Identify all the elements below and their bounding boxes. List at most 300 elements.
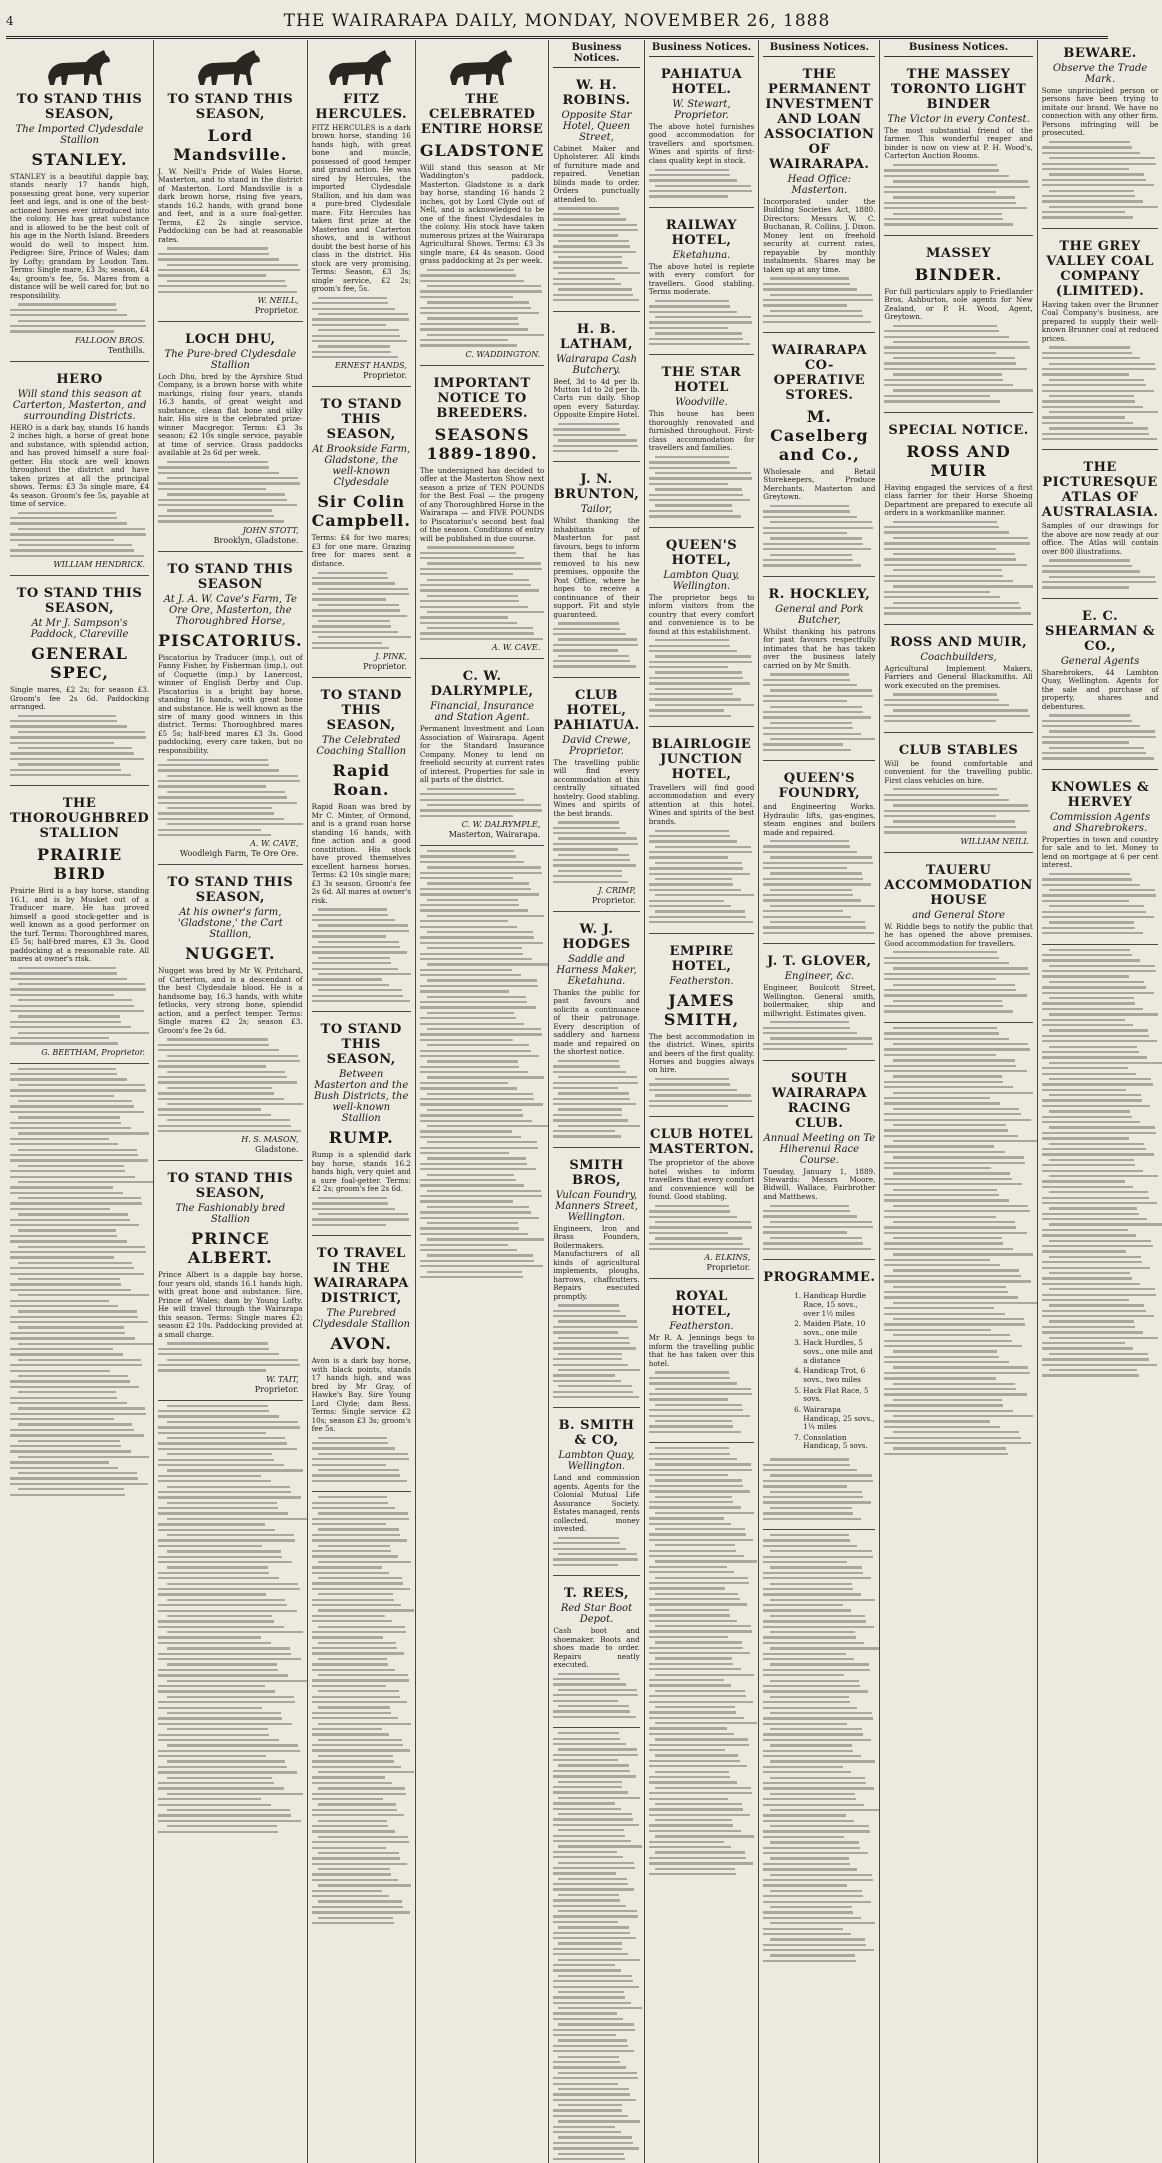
ad-title: QUEEN'S HOTEL, (665, 537, 738, 568)
advertisement (158, 556, 302, 866)
filler-text-lines (649, 1205, 755, 1250)
filler-text-lines (553, 1304, 639, 1398)
advertisement (553, 1412, 639, 1576)
advertisement (553, 72, 639, 312)
advertisement (884, 240, 1032, 413)
ad-headline: GENERAL SPEC, (31, 644, 128, 683)
ad-body-text: Having taken over the Brunner Coal Company's business, are prepared to supply their well-known Brunner coal at reduced prices. (1041, 299, 1159, 343)
ad-subtitle: The Celebrated Coaching Stallion (316, 735, 407, 758)
ad-title: J. N. BRUNTON, (553, 472, 640, 503)
ad-title: THE MASSEY TORONTO LIGHT BINDER (890, 67, 1027, 112)
ad-title: TO STAND THIS SEASON, (320, 397, 402, 443)
ad-body-text: The travelling public will find every accommodation at this centrally situated hostelry. Good stabling. Wines and spirits of the best brands. (553, 757, 640, 818)
ad-body-text: HERO is a dark bay, stands 16 hands 2 inches high, a horse of great bone and substance, with splendid action, and has proved himself a sure foal-getter. His stock are well known throughout the district and have taken prizes at all the principal shows. Terms: £3 3s single mare, £4 4s season. Groom's fee 5s, payable at time of service. (10, 422, 150, 509)
ad-body-text: Mr R. A. Jennings begs to inform the travelling public that he has taken over this hotel. (648, 1333, 755, 1368)
ad-title: W. H. ROBINS. (562, 78, 631, 108)
horse-engraving (442, 47, 522, 89)
filler-text-lines (553, 423, 639, 452)
advertisement (884, 857, 1032, 1023)
advertisement (649, 61, 755, 208)
advertisement (158, 40, 302, 322)
ad-title: PROGRAMME. (763, 1270, 876, 1286)
advertisement (649, 1121, 755, 1279)
horse-engraving (40, 47, 120, 89)
ad-title: THE PERMANENT INVESTMENT AND LOAN ASSOCIATION OF WAIRARAPA. (764, 67, 875, 172)
ad-body-text: and Engineering Works. Hydraulic lifts, gas-engines, steam engines and boilers made and repaired. (763, 802, 876, 837)
ad-body-text: J. W. Neill's Pride of Wales Horse, Masterton, and to stand in the district of Masterton. Lord Mandsville is a dark brown horse, rising five years, stands 16.2 hands, with grand bone and feet, and is a sure foal-getter. Terms, £2 2s single service. Paddocking can be had at reasonable rates. (158, 167, 303, 244)
filler-text-lines (884, 1027, 1032, 1455)
column (6, 40, 153, 2163)
programme-item: 7. Consolation Handicap, 5 sovs. (803, 1434, 875, 1451)
column (879, 40, 1036, 2163)
ad-subtitle: At Mr J. Sampson's Paddock, Clareville (30, 618, 129, 641)
ad-body-text: The undersigned has decided to offer at the Masterton Show next season a prize of TEN POUNDS for the Best Foal — the progeny of any Thoroughbred Horse in the Wairarapa — and FIVE POUNDS to Piscatorius's second best foal of the season. Conditions of entry will be published in due course. (419, 465, 545, 543)
advertisement (553, 916, 639, 1148)
filler-text-lines (553, 1673, 639, 1718)
ad-subtitle: Featherston. (669, 1321, 734, 1333)
ad-title: ROYAL HOTEL, (671, 1289, 732, 1320)
filler-text-lines (763, 1534, 875, 1962)
ad-signature: J. CRIMP, (598, 885, 636, 895)
advertisement (884, 737, 1032, 853)
filler-text-lines (649, 1447, 755, 1875)
ad-signature: C. WADDINGTON. (465, 349, 541, 359)
advertisement (312, 40, 411, 387)
ad-subtitle: The Victor in every Contest. (887, 114, 1030, 125)
ad-subtitle: Tailor, (580, 504, 613, 516)
ad-headline: RUMP. (328, 1128, 394, 1148)
ad-subtitle: Engineer, &c. (784, 971, 855, 983)
filler-text-lines (884, 788, 1032, 833)
filler-text-lines (763, 1021, 875, 1050)
ad-title: THE PICTURESQUE ATLAS OF AUSTRALASIA. (1041, 460, 1159, 521)
ad-subtitle: Between Masterton and the Bush Districts, the well-known Stallion (314, 1069, 409, 1125)
ad-subtitle: Lambton Quay, Wellington. (663, 569, 740, 592)
ad-signature-place: Proprietor. (363, 662, 407, 672)
column-grid (6, 40, 1159, 2054)
ad-body-text: Engineers, Iron and Brass Founders, Boilermakers. Manufacturers of all kinds of agricultural implements, ploughs, harrows, chaffcutters. Repairs executed promptly. (553, 1223, 640, 1301)
advertisement (763, 581, 875, 761)
ad-subtitle: General Agents (1060, 655, 1140, 667)
advertisement (649, 212, 755, 356)
filler-text-lines (312, 1197, 411, 1226)
ad-subtitle: Featherston. (669, 975, 734, 987)
ad-signature: W. NEILL, (257, 295, 299, 305)
ad-title: TO TRAVEL IN THE WAIRARAPA DISTRICT, (313, 1246, 409, 1307)
advertisement (10, 790, 149, 1063)
filler-text-lines (10, 512, 149, 557)
filler-text-lines (649, 456, 755, 518)
ad-subtitle: The Pure-bred Clydesdale Stallion (164, 348, 297, 371)
ad-body-text: Prairie Bird is a bay horse, standing 16.1, and is by Musket out of a Traducer mare. He has proved himself a good stock-getter and is well known as a good performer on the turf. Terms: Thoroughbred mares, £5 5s; half-bred mares, £3 3s. Good paddocking at a reasonable rate. All mares at owner's risk. (10, 886, 150, 964)
ad-subtitle: The Fashionably bred Stallion (175, 1203, 286, 1226)
ad-body-text: Whilst thanking the inhabitants of Masterton for past favours, begs to inform them that he has removed to his new premises, opposite the Post Office, where he hopes to receive a continuance of their support. Fit and style guaranteed. (553, 516, 640, 619)
ad-subtitle: Commission Agents and Sharebrokers. (1050, 811, 1151, 834)
ad-title: THE CELEBRATED ENTIRE HORSE (420, 92, 544, 137)
ad-body-text: The above hotel furnishes good accommodation for travellers and sportsmen. Wines and spirits of first-class quality kept in stock. (648, 122, 755, 165)
programme-item: 3. Hack Hurdles, 5 sovs., one mile and a distance (803, 1339, 875, 1365)
advertisement (553, 682, 639, 912)
ad-signature-place: Gladstone. (255, 1145, 299, 1155)
ad-body-text: Will be found comfortable and convenient for the travelling public. First class vehicles on hire. (884, 758, 1033, 785)
ad-title: LOCH DHU, (185, 331, 276, 347)
ad-body-text: Wholesale and Retail Storekeepers, Produce Merchants. Masterton and Greytown. (763, 466, 876, 502)
ad-body-text: Terms: £4 for two mares; £3 for one mare. Grazing free for mares sent a distance. (311, 533, 411, 568)
ad-title: W. J. HODGES (562, 921, 631, 952)
filler-text-lines (553, 1060, 639, 1138)
filler-text-lines (884, 164, 1032, 226)
ad-signature: W. TAIT, (266, 1374, 299, 1384)
column (307, 40, 415, 2163)
ad-subtitle: The Imported Clydesdale Stallion (15, 124, 144, 146)
programme-item: 5. Hack Flat Race, 5 sovs. (803, 1387, 875, 1404)
ad-signature-place: Proprietor. (363, 371, 407, 381)
ad-title: H. B. LATHAM, (560, 321, 633, 352)
filler-text-lines (312, 297, 411, 359)
ad-headline: M. Caselberg and Co., (770, 406, 869, 464)
ad-title: HERO (56, 371, 103, 387)
ad-headline: GLADSTONE (419, 141, 545, 160)
ad-body-text: Whilst thanking his patrons for past favours respectfully intimates that he has taken over the business lately carried on by Mr Smith. (763, 626, 876, 670)
ad-title: T. REES, (563, 1586, 630, 1602)
filler-text-lines (1042, 141, 1159, 219)
ad-title: CLUB HOTEL, PAHIATUA. (553, 687, 640, 733)
ad-body-text: Rapid Roan was bred by Mr C. Minter, of Ormond, and is a grand roan horse standing 16 hands, with fine action and a good constitution. His stock have proved themselves excellent harness horses. Terms: £2 10s single mare; £3 3s season. Groom's fee 2s 6d. All mares at owner's risk. (311, 802, 411, 905)
ad-title: E. C. SHEARMAN & CO., (1045, 608, 1156, 654)
advertisement (553, 1152, 639, 1408)
ad-body-text: Sharebrokers, 44 Lambton Quay, Wellington. Agents for the sale and purchase of property, shares and debentures. (1041, 667, 1159, 711)
ad-subtitle: and General Store (912, 909, 1006, 921)
ad-headline: PRAIRIE BIRD (36, 845, 123, 884)
filler-text-lines (763, 673, 875, 751)
ad-title: TO STAND THIS SEASON, (320, 688, 402, 734)
ad-body-text: Land and commission agents. Agents for the Colonial Mutual Life Assurance Society. Estates managed, rents collected, money invested. (553, 1473, 640, 1534)
ad-body-text: The proprietor begs to inform visitors from the country that every comfort and convenience is to be found at this establishment. (648, 592, 755, 636)
column-heading: Business Notices. (649, 40, 755, 57)
ad-headline: NUGGET. (185, 944, 276, 964)
ad-headline: BINDER. (914, 264, 1003, 284)
ad-body-text: Tuesday, January 1, 1889. Stewards: Messrs Moore, Bidwill, Wallace, Fairbrother and Matthews. (763, 1166, 876, 1201)
filler-text-lines (10, 967, 149, 1045)
ad-subtitle: At J. A. W. Cave's Farm, Te Ore Ore, Masterton, the Thoroughbred Horse, (163, 593, 297, 627)
ad-title: TO STAND THIS SEASON, (16, 586, 143, 617)
advertisement (553, 1580, 639, 1728)
filler-text-lines (649, 830, 755, 924)
filler-text-lines (649, 169, 755, 198)
ad-body-text: W. Riddle begs to notify the public that he has opened the above premises. Good accommodation for travellers. (884, 921, 1033, 948)
ad-signature: G. BEETHAM, Proprietor. (41, 1047, 146, 1057)
filler-text-lines (763, 505, 875, 567)
ad-signature-place: Brooklyn, Gladstone. (213, 535, 299, 545)
horse-illustration (312, 47, 411, 89)
filler-text-lines (553, 207, 639, 301)
filler-text-lines (420, 850, 544, 1278)
ad-body-text: Some unprincipled person or persons have been trying to imitate our brand. We have no connection with any other firm. Persons infringing will be prosecuted. (1041, 86, 1159, 138)
ad-body-text: STANLEY is a beautiful dapple bay, stands nearly 17 hands high, possessing great bone, very superior feet and legs, and is one of the best-actioned horses ever introduced into the colony. He has great substance and is allowed to be the best colt of his age in the North Island. Breeders would do well to inspect him. Pedigree: Sire, Prince of Wales; dam by Lofty; grandam by Loudon Tam. Terms: Single mare, £3 3s; season, £4 4s; groom's fee, 5s. Mares from a distance will be well cared for, but no responsibility. (10, 172, 150, 300)
advertisement (158, 326, 302, 552)
programme-item: 4. Handicap Trot, 6 sovs., two miles (803, 1367, 875, 1384)
ad-signature: J. PINK, (375, 652, 407, 662)
ad-signature-place: Proprietor. (254, 305, 299, 315)
ad-title: CLUB STABLES (898, 742, 1019, 758)
ad-title: TO STAND THIS SEASON, (16, 92, 143, 122)
ad-body-text: Incorporated under the Building Societies Act, 1880. Directors: Messrs W. C. Buchanan, R. Collins, J. Dixon. Money lent on freehold security at current rates, repayable by monthly instalments. Shares may be taken up at any time. (763, 197, 876, 274)
advertisement (763, 948, 875, 1060)
ad-subtitle: Financial, Insurance and Station Agent. (430, 701, 535, 724)
ad-signature: WILLIAM NEILL (960, 836, 1029, 846)
advertisement (1042, 454, 1159, 598)
advertisement (420, 663, 544, 846)
column (758, 40, 879, 2163)
ad-body-text: Will stand this season at Mr Waddington's paddock, Masterton. Gladstone is a dark bay horse, standing 16 hands 2 inches, got by Lord Clyde out of Nell, and is acknowledged to be one of the finest Clydesdales in the colony. His stock have taken numerous prizes at the Wairarapa Agricultural Shows. Terms: £3 3s single mare, £4 4s season. Good grass paddocking at 2s per week. (419, 163, 545, 266)
ad-body-text: The proprietor of the above hotel wishes to inform travellers that every comfort and convenience will be found. Good stabling. (648, 1158, 755, 1202)
ad-subtitle: Vulcan Foundry, Manners Street, Wellington. (555, 1189, 638, 1223)
ad-signature-place: Proprietor. (254, 1384, 299, 1394)
ad-body-text: Cash boot and shoemaker. Boots and shoes made to order. Repairs neatly executed. (553, 1626, 640, 1670)
ad-subtitle: Observe the Trade Mark. (1052, 63, 1148, 85)
ad-body-text: Thanks the public for past favours and solicits a continuance of their patronage. Every description of saddlery and harness made and repaired on the shortest notice. (553, 987, 640, 1057)
filler-text-lines (649, 639, 755, 717)
advertisement (553, 466, 639, 677)
advertisement (884, 417, 1032, 625)
filler-text-lines (1042, 346, 1159, 440)
ad-title: TO STAND THIS SEASON (167, 561, 294, 592)
advertisement (649, 731, 755, 934)
programme-list (763, 1292, 875, 1451)
column (1037, 40, 1162, 2163)
column (644, 40, 759, 2163)
column-heading: Business Notices. (763, 40, 875, 57)
advertisement (10, 580, 149, 786)
advertisement (649, 1283, 755, 1443)
filler-text-lines (158, 461, 302, 523)
ad-headline: ROSS AND MUIR (906, 441, 1011, 480)
ad-body-text: For full particulars apply to Friedlander Bros, Ashburton, sole agents for New Zealand, or P. H. Wood, Agent, Greytown. (884, 286, 1033, 322)
ad-title: RAILWAY HOTEL, (665, 217, 738, 248)
filler-text-lines (763, 277, 875, 322)
ad-title: TO STAND THIS SEASON, (167, 92, 294, 122)
ad-signature-place: Woodleigh Farm, Te Ore Ore. (179, 849, 299, 859)
ad-signature: A. W. CAVE, (250, 839, 299, 849)
advertisement (158, 869, 302, 1161)
filler-text-lines (420, 788, 544, 817)
ad-subtitle: Saddle and Harness Maker, Eketahuna. (556, 953, 637, 987)
page-number-left: 4 (6, 14, 14, 28)
ad-subtitle: Lambton Quay, Wellington. (558, 1450, 635, 1473)
advertisement (1042, 233, 1159, 451)
filler-text-lines (312, 572, 411, 650)
ad-body-text: The above hotel is replete with every comfort for travellers. Good stabling. Terms moderate. (648, 261, 755, 297)
ad-title: C. W. DALRYMPLE, (430, 669, 534, 700)
ad-title: TO STAND THIS SEASON, (167, 1171, 294, 1202)
ad-title: SMITH BROS, (569, 1157, 624, 1188)
filler-text-lines (884, 693, 1032, 722)
advertisement (763, 765, 875, 944)
filler-text-lines (553, 622, 639, 667)
ad-title: MASSEY (926, 245, 992, 261)
ad-body-text: Having engaged the services of a first class farrier for their Horse Shoeing Department are prepared to execute all orders in a workmanlike manner. (884, 482, 1033, 518)
filler-text-lines (312, 1496, 411, 1924)
ad-body-text: The most substantial friend of the farmer. This wonderful reaper and binder is now on view at P. H. Wood's, Carterton Auction Rooms. (884, 126, 1033, 161)
filler-text-lines (10, 303, 149, 332)
programme-item: 1. Handicap Hurdle Race, 15 sovs., over 1½ miles (803, 1292, 875, 1318)
filler-text-lines (1042, 873, 1159, 935)
programme-item: 2. Maiden Plate, 10 sovs., one mile (803, 1320, 875, 1337)
ad-subtitle: David Crewe, Proprietor. (562, 734, 631, 757)
filler-text-lines (312, 1437, 411, 1482)
ad-subtitle: Head Office: Masterton. (787, 174, 852, 196)
advertisement (649, 532, 755, 727)
ad-body-text: The best accommodation in the district. Wines, spirits and beers of the first quality. Horses and buggies always on hire. (648, 1031, 755, 1075)
ad-body-text: Permanent Investment and Loan Association of Wairarapa. Agent for the Standard Insurance Company. Money to lend on freehold security at current rates of interest. Properties for sale in all parts of the district. (419, 724, 545, 785)
advertisement (553, 316, 639, 463)
advertisement (312, 1016, 411, 1236)
ad-title: J. T. GLOVER, (767, 954, 872, 970)
ad-body-text: FITZ HERCULES is a dark brown horse, standing 16 hands high, with great bone and muscle, possessed of good temper and grand action. He was sired by Hercules, the imported Clydesdale Stallion, and his dam was a pure-bred Clydesdale mare. Fitz Hercules has taken first prize at the Masterton and Carterton shows, and is without doubt the best horse of his class in the district. His stock are very promising. Terms: Season, £3 3s; single service, £2 2s; groom's fee, 5s. (311, 123, 411, 294)
ad-subtitle: Wairarapa Cash Butchery. (556, 353, 637, 376)
advertisement (312, 1240, 411, 1492)
advertisement (1042, 40, 1159, 229)
ad-signature: WILLIAM HENDRICK. (53, 560, 146, 570)
ad-title: CLUB HOTEL MASTERTON. (648, 1127, 755, 1158)
horse-engraving (190, 47, 270, 89)
ad-body-text: Nugget was bred by Mr W. Pritchard, of Carterton, and is a descendant of the best Clydesdale blood. He is a handsome bay, 16.3 hands, with white fetlocks, very strong bone, splendid action, and a perfect temper. Terms: Single mares £2 2s; season £3. Groom's fee 2s 6d. (158, 966, 303, 1035)
filler-text-lines (763, 840, 875, 934)
horse-illustration (420, 47, 544, 89)
ad-body-text: Loch Dhu, bred by the Ayrshire Stud Company, is a brown horse with white markings, rising four years, stands 16.3 hands, of great weight and substance, clean flat bone and silky hair. His sire is the celebrated prize-winner Macgregor. Terms: £3 3s season; £2 10s single service, payable at time of service. Grass paddocks available at 2s 6d per week. (158, 371, 303, 458)
ad-body-text: Properties in town and country for sale and to let. Money to lend on mortgage at 6 per cent interest. (1041, 834, 1159, 870)
ad-subtitle: Coachbuilders, (920, 651, 997, 663)
ad-signature: A. W. CAVE. (491, 643, 541, 653)
column-heading: Business Notices. (884, 40, 1032, 57)
ad-title: SPECIAL NOTICE. (888, 422, 1029, 438)
ad-signature-place: Proprietor. (591, 895, 636, 905)
advertisement (312, 682, 411, 1012)
ad-title: R. HOCKLEY, (768, 586, 871, 602)
ad-title: KNOWLES & HERVEY (1050, 779, 1150, 810)
filler-text-lines (1042, 714, 1159, 759)
column (153, 40, 306, 2163)
ad-title: IMPORTANT NOTICE TO BREEDERS. (433, 375, 531, 421)
ad-body-text: Rump is a splendid dark bay horse, stands 16.2 hands high, very quiet and a sure foal-getter. Terms: £2 2s; groom's fee 2s 6d. (311, 1150, 411, 1194)
filler-text-lines (420, 546, 544, 640)
ad-subtitle: At Brookside Farm, Gladstone, the well-known Clydesdale (312, 444, 411, 489)
ad-headline: Lord Mandsville. (173, 126, 288, 164)
ad-signature-place: Tenthills. (107, 345, 146, 355)
ad-signature: C. W. DALRYMPLE, (461, 820, 541, 830)
ad-body-text: Single mares, £2 2s; for season £3. Groom's fee 2s 6d. Paddocking arranged. (10, 685, 150, 712)
ad-signature: JOHN STOTT, (242, 525, 299, 535)
ad-title: PAHIATUA HOTEL. (660, 67, 743, 97)
filler-text-lines (553, 821, 639, 883)
ad-title: SOUTH WAIRARAPA RACING CLUB. (771, 1070, 867, 1131)
ad-body-text: Travellers will find good accommodation and every attention at this hotel. Wines and spirits of the best brands. (648, 782, 755, 826)
ad-title: THE THOROUGHBRED STALLION (10, 796, 150, 842)
ad-title: THE STAR HOTEL (661, 365, 742, 396)
filler-text-lines (649, 300, 755, 345)
ad-subtitle: Red Star Boot Depot. (560, 1603, 633, 1626)
ad-signature: H. S. MASON, (241, 1135, 299, 1145)
horse-illustration (158, 47, 302, 89)
filler-text-lines (158, 1038, 302, 1132)
advertisement (649, 938, 755, 1118)
ad-signature: ERNEST HANDS, (334, 361, 407, 371)
advertisement (420, 40, 544, 366)
filler-text-lines (649, 1371, 755, 1433)
advertisement (1042, 774, 1159, 945)
ad-title: BLAIRLOGIE JUNCTION HOTEL, (651, 736, 752, 782)
advertisement (884, 61, 1032, 236)
ad-subtitle: The Purebred Clydesdale Stallion (312, 1308, 410, 1331)
ad-headline: Rapid Roan. (332, 761, 390, 800)
ad-subtitle: Woodville. (675, 397, 728, 409)
ad-title: QUEEN'S FOUNDRY, (778, 771, 861, 802)
ad-title: ROSS AND MUIR, (890, 634, 1028, 650)
ad-subtitle: General and Pork Butcher, (775, 603, 864, 626)
ad-signature: FALLOON BROS. (74, 335, 146, 345)
horse-engraving (321, 47, 401, 89)
filler-text-lines (158, 759, 302, 837)
advertisement (312, 391, 411, 678)
ad-subtitle: Eketahuna. (672, 249, 731, 261)
ad-body-text: Beef, 3d to 4d per lb. Mutton 1d to 2d per lb. Carts run daily. Shop open every Saturday. Opposite Empire Hotel. (553, 376, 640, 420)
advertisement (649, 359, 755, 527)
ad-subtitle: Annual Meeting on Te Hiherenui Race Course. (763, 1132, 876, 1166)
filler-text-lines (553, 1732, 639, 2160)
filler-text-lines (763, 1458, 875, 1520)
ad-body-text: Piscatorius by Traducer (imp.), out of Fanny Fisher, by Fisherman (imp.), out of Coquette (imp.) by Lanercost, winner of English Derby and Cup. Piscatorius is a bright bay horse, standing 16 hands, with great bone and substance. He is well known as the sire of many good winners in this district. Terms: Thoroughbred mares £5 5s; half-bred mares £3 3s. Good paddocking, every care taken, but no responsibility. (158, 652, 303, 755)
filler-text-lines (1042, 949, 1159, 1377)
ad-body-text: Avon is a dark bay horse, with black points, stands 17 hands high, and was bred by Mr Gray, of Hawke's Bay. Sire Young Lord Clyde; dam Bess. Terms: Single service £2 10s; season £3 3s; groom's fee 5s. (311, 1356, 411, 1434)
ad-headline: PRINCE ALBERT. (187, 1229, 273, 1268)
newspaper-title: THE WAIRARAPA DAILY, MONDAY, NOVEMBER 26, 1888 (283, 11, 831, 31)
advertisement (884, 629, 1032, 733)
ad-headline: JAMES SMITH, (663, 990, 740, 1029)
advertisement (763, 1065, 875, 1261)
ad-body-text: Cabinet Maker and Upholsterer. All kinds of furniture made and repaired. Venetian blinds made to order. Orders punctually attended to. (553, 144, 640, 204)
ad-title: BEWARE. (1063, 46, 1137, 61)
filler-text-lines (884, 325, 1032, 403)
column (415, 40, 548, 2163)
filler-text-lines (420, 269, 544, 347)
advertisement (10, 40, 149, 362)
filler-text-lines (10, 715, 149, 777)
advertisement (10, 366, 149, 576)
ad-subtitle: Opposite Star Hotel, Queen Street, (561, 110, 632, 143)
programme-item: 6. Wairarapa Handicap, 25 sovs., 1¼ miles (803, 1406, 875, 1432)
ad-signature-place: Proprietor. (706, 1263, 751, 1273)
ad-headline: STANLEY. (31, 150, 128, 169)
ad-headline: Sir Colin Campbell. (311, 492, 411, 531)
ad-body-text: Agricultural Implement Makers, Farriers and General Blacksmiths. All work executed on the premises. (884, 663, 1033, 690)
filler-text-lines (763, 1205, 875, 1250)
advertisement (763, 1264, 875, 1530)
filler-text-lines (158, 1342, 302, 1371)
column-heading: Business Notices. (553, 40, 639, 68)
ad-headline: AVON. (330, 1334, 392, 1354)
advertisement (420, 370, 544, 659)
ad-subtitle: At his owner's farm, 'Gladstone,' the Cart Stallion, (177, 907, 283, 941)
ad-body-text: This house has been thoroughly renovated and furnished throughout. First-class accommodation for travellers and families. (648, 409, 755, 453)
filler-text-lines (884, 951, 1032, 1013)
ad-title: EMPIRE HOTEL, (669, 943, 734, 974)
column (548, 40, 643, 2163)
filler-text-lines (312, 908, 411, 1002)
filler-text-lines (1042, 559, 1159, 588)
ad-title: TAUERU ACCOMMODATION HOUSE (884, 862, 1033, 908)
ad-subtitle: W. Stewart, Proprietor. (672, 99, 731, 121)
ad-signature-place: Masterton, Wairarapa. (448, 830, 541, 840)
